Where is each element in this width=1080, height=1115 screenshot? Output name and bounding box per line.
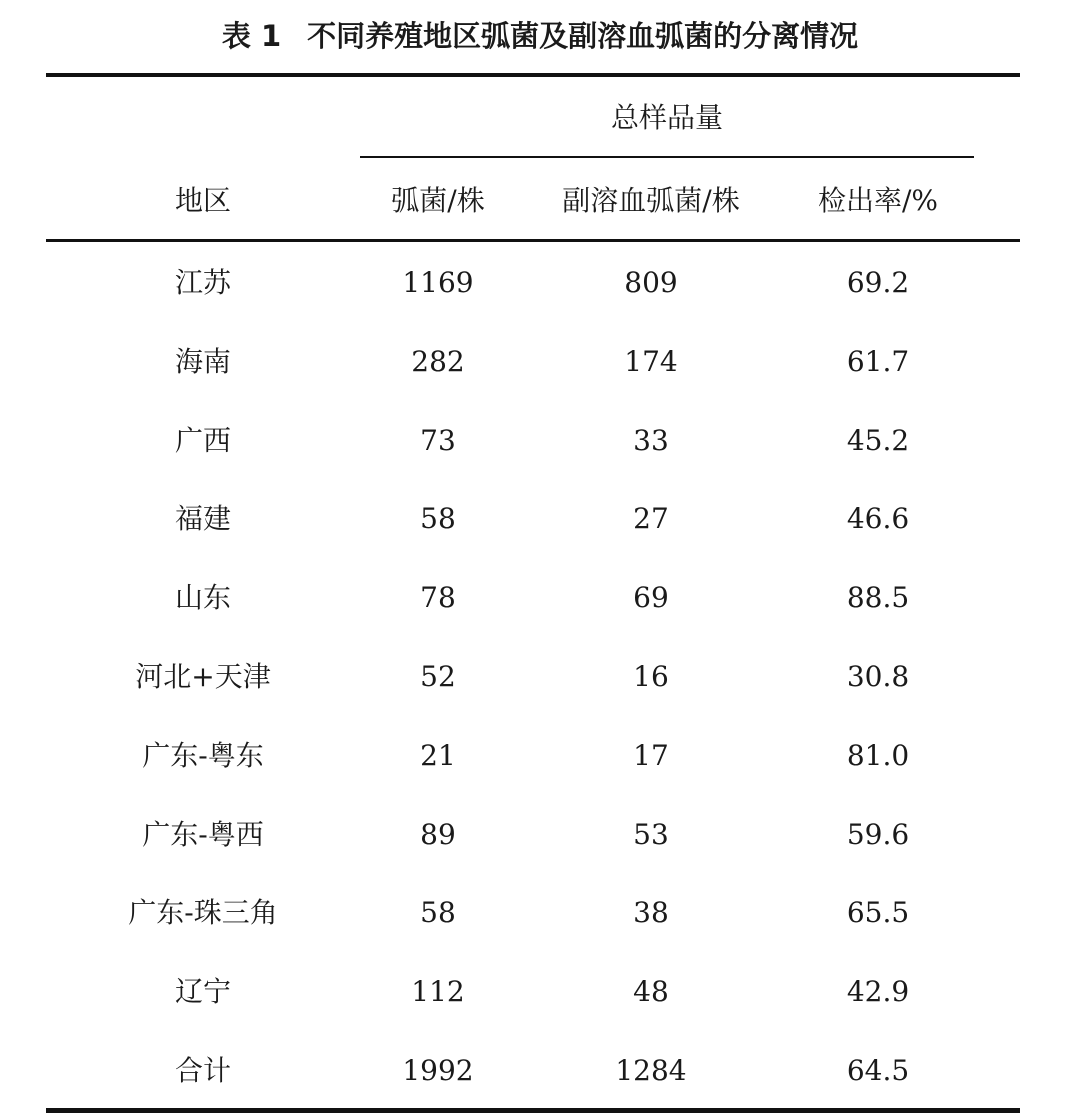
cell-vibrio-count: 58 [420,896,456,929]
cell-region: 福建 [174,502,231,535]
cell-detection-rate: 69.2 [846,266,910,299]
cell-parahaemolyticus-count: 53 [633,818,669,851]
cell-region: 广东-珠三角 [128,896,278,929]
cell-region: 辽宁 [174,975,231,1008]
column-header-vibrio: 弧菌/株 [391,184,485,217]
table-title-label: 表 1 [221,19,282,53]
cell-vibrio-count: 21 [420,739,456,772]
cell-vibrio-count: 1992 [402,1054,474,1087]
cell-parahaemolyticus-count: 17 [633,739,669,772]
column-header-parahaemolyticus: 副溶血弧菌/株 [562,184,740,217]
cell-vibrio-count: 52 [420,660,456,693]
cell-region: 广东-粤西 [142,818,264,851]
group-header: 总样品量 [610,101,723,134]
cell-parahaemolyticus-count: 48 [633,975,669,1008]
cell-vibrio-count: 78 [420,581,456,614]
table-title [0,14,1080,58]
cell-detection-rate: 88.5 [846,581,910,614]
cell-detection-rate: 45.2 [846,424,910,457]
cell-detection-rate: 64.5 [846,1054,910,1087]
cell-parahaemolyticus-count: 809 [624,266,678,299]
top-rule [46,73,1020,77]
column-header-region: 地区 [174,184,231,217]
cell-detection-rate: 42.9 [846,975,910,1008]
cell-vibrio-count: 89 [420,818,456,851]
cell-region: 广东-粤东 [142,739,264,772]
cell-parahaemolyticus-count: 16 [633,660,669,693]
cell-vibrio-count: 112 [411,975,465,1008]
cell-parahaemolyticus-count: 174 [624,345,678,378]
cell-region: 江苏 [174,266,231,299]
cell-parahaemolyticus-count: 33 [633,424,669,457]
cell-region: 海南 [174,345,231,378]
cell-region: 合计 [174,1054,231,1087]
cell-vibrio-count: 73 [420,424,456,457]
bottom-rule [46,1108,1020,1113]
cell-vibrio-count: 58 [420,502,456,535]
cell-detection-rate: 30.8 [846,660,910,693]
cell-vibrio-count: 282 [411,345,465,378]
column-header-detection-rate: 检出率/% [817,184,939,217]
header-rule [46,239,1020,242]
cell-parahaemolyticus-count: 38 [633,896,669,929]
group-header-rule [360,156,974,158]
cell-vibrio-count: 1169 [402,266,474,299]
cell-region: 广西 [174,424,231,457]
cell-detection-rate: 81.0 [846,739,910,772]
cell-region: 河北+天津 [135,660,271,693]
cell-detection-rate: 61.7 [846,345,910,378]
cell-parahaemolyticus-count: 27 [633,502,669,535]
cell-region: 山东 [174,581,231,614]
cell-parahaemolyticus-count: 1284 [615,1054,687,1087]
cell-parahaemolyticus-count: 69 [633,581,669,614]
cell-detection-rate: 65.5 [846,896,910,929]
cell-detection-rate: 46.6 [846,502,910,535]
cell-detection-rate: 59.6 [846,818,910,851]
table-title-text: 不同养殖地区弧菌及副溶血弧菌的分离情况 [307,19,859,53]
